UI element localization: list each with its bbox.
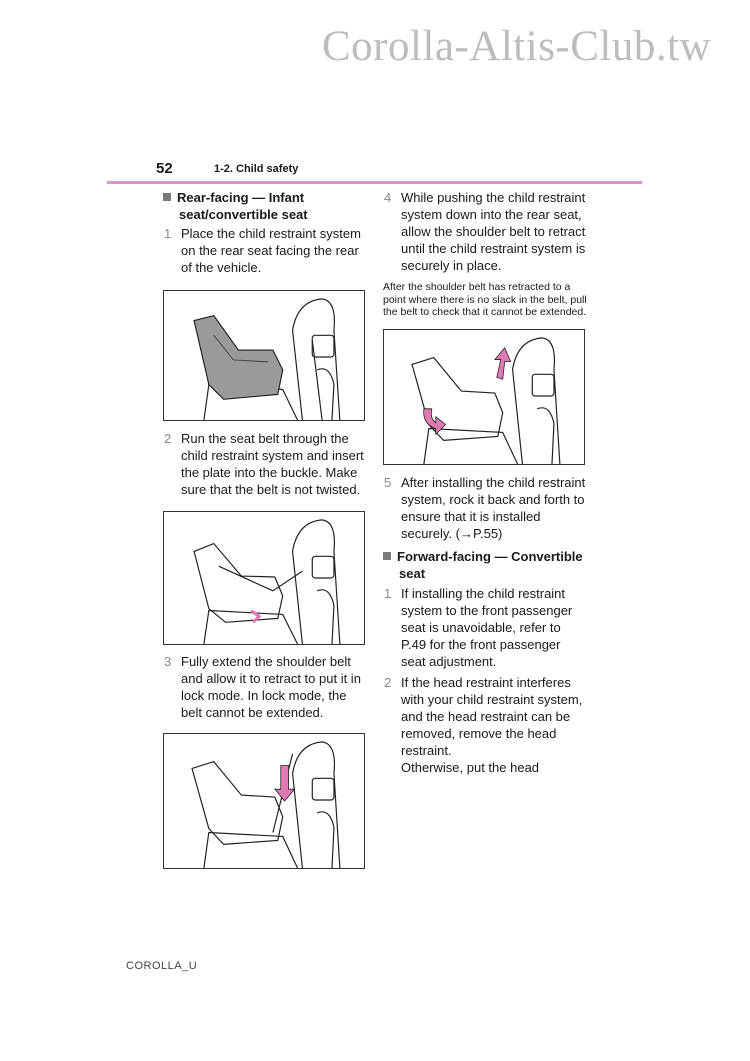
step-3 [163, 653, 368, 721]
step-number: 1 [164, 226, 172, 241]
arrow-up-icon [495, 347, 511, 379]
step-number: 2 [384, 674, 392, 690]
step-number: 1 [384, 585, 392, 601]
right-column [383, 189, 588, 776]
seat-illustration-3 [164, 734, 364, 868]
step-number: 2 [164, 431, 172, 446]
step-text: Fully extend the shoulder belt and allow it to retract to put it in lock mode. In lock mode, the belt cannot be extended. [181, 654, 361, 720]
heading-text: Forward-facing — Convertible seat [397, 548, 583, 581]
footer-model: COROLLA_U [126, 960, 198, 972]
heading-text: Rear-facing — Infant seat/convertible seat [177, 190, 308, 222]
heading-rear-facing [163, 189, 368, 223]
bullet-square-icon [163, 193, 171, 201]
step-text-continued: Otherwise, put the head [401, 759, 540, 775]
left-column [163, 189, 368, 869]
step-text: Place the child restraint system on the rear seat facing the rear of the vehicle. [181, 226, 361, 275]
step-1 [163, 225, 368, 276]
bullet-square-icon [383, 552, 391, 560]
step-number: 5 [384, 474, 392, 490]
step-4 [383, 189, 588, 274]
step-2b [383, 674, 588, 776]
watermark: Corolla-Altis-Club.tw [322, 23, 712, 70]
figure-extend-belt [163, 733, 365, 869]
step-1b [383, 585, 588, 670]
heading-forward-facing [383, 548, 588, 582]
step-text: If the head restraint interferes with your child restraint system, and the head restraint can be removed, remove the head restraint. [401, 674, 583, 758]
step-text: While pushing the child restraint system down into the rear seat, allow the shoulder belt to retract until the child restraint system is securely in place. [401, 190, 586, 273]
arrow-down-icon [275, 766, 295, 801]
step-text: Run the seat belt through the child restraint system and insert the plate into the buckle. Make sure that the belt is not twisted. [181, 431, 364, 497]
figure-push-seat [383, 329, 585, 465]
step-text: After installing the child restraint system, rock it back and forth to ensure that it is installed securely. (→P.55) [401, 474, 586, 541]
section-title: 1-2. Child safety [214, 163, 299, 175]
step-text: If installing the child restraint system to the front passenger seat is unavoidable, refer to P.49 for the front passenger seat adjustment. [401, 585, 573, 669]
header-rule [107, 181, 642, 184]
figure-place-seat [163, 290, 365, 421]
page-number: 52 [156, 160, 173, 177]
step-2 [163, 430, 368, 498]
seat-illustration-1 [164, 291, 364, 420]
figure-buckle-belt [163, 511, 365, 645]
step-5 [383, 474, 588, 542]
step-number: 3 [164, 654, 172, 669]
step-number: 4 [384, 190, 392, 205]
seat-illustration-4 [384, 330, 584, 464]
note-text: After the shoulder belt has retracted to a point where there is no slack in the belt, pull the belt to check that it cannot be extended. [383, 281, 587, 318]
seat-illustration-2 [164, 512, 364, 644]
